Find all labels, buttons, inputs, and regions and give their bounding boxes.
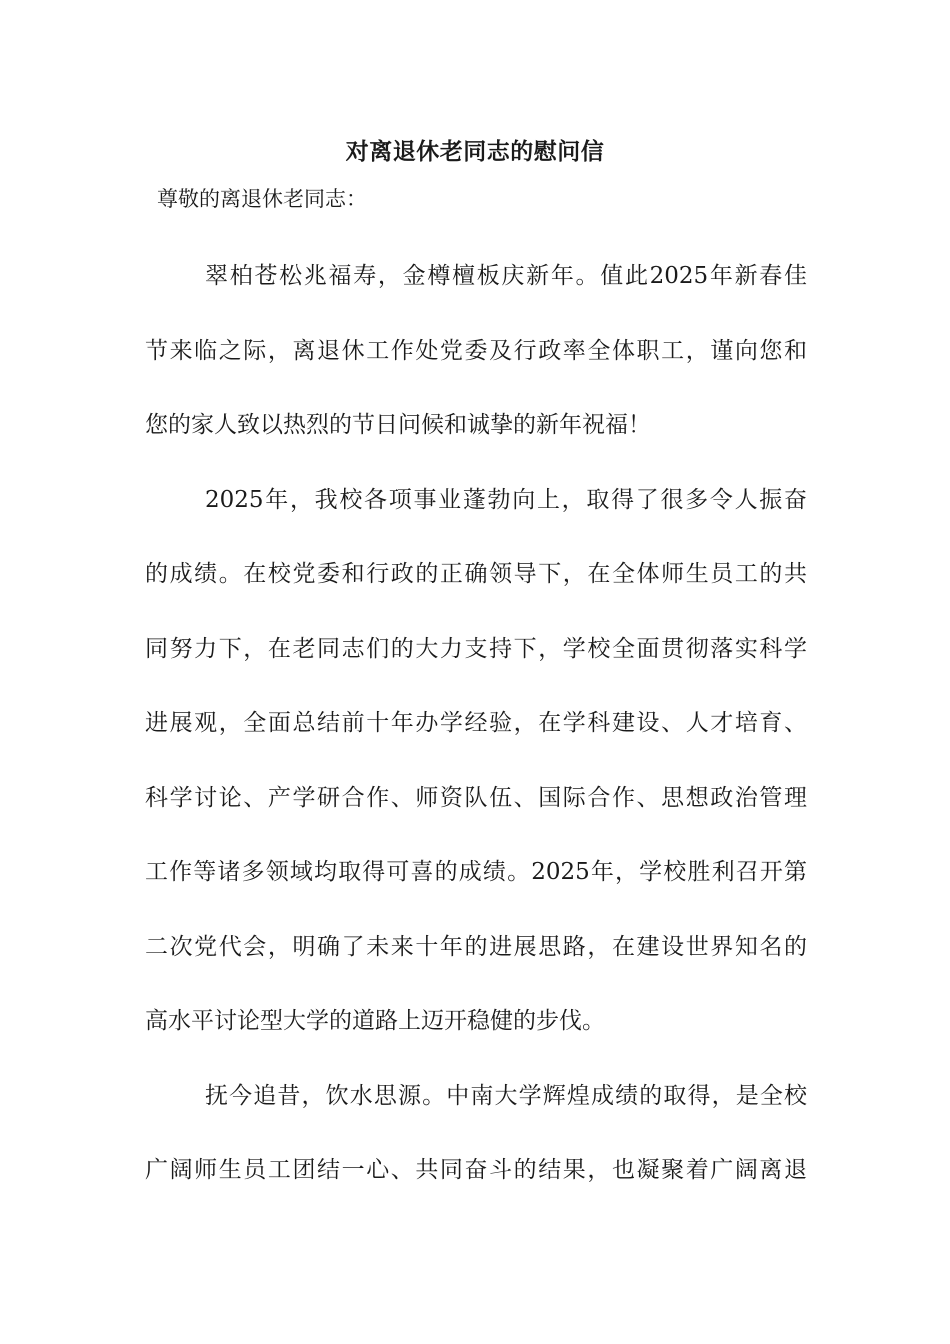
body-text-line: 节来临之际，离退休工作处党委及行政率全体职工，谨向您和 (145, 337, 807, 364)
body-text-line: 2025年，我校各项事业蓬勃向上，取得了很多令人振奋 (205, 486, 807, 513)
body-text-line: 二次党代会，明确了未来十年的进展思路，在建设世界知名的 (145, 933, 807, 960)
letter-salutation: 尊敬的离退休老同志： (157, 187, 367, 211)
body-text-line: 的成绩。在校党委和行政的正确领导下，在全体师生员工的共 (145, 561, 807, 587)
body-text-line: 您的家人致以热烈的节日问候和诚挚的新年祝福！ (145, 412, 651, 438)
body-text-line: 抚今追昔，饮水思源。中南大学辉煌成绩的取得，是全校 (205, 1082, 807, 1109)
body-text-line: 同努力下，在老同志们的大力支持下，学校全面贯彻落实科学 (145, 635, 807, 662)
body-text-line: 高水平讨论型大学的道路上迈开稳健的步伐。 (145, 1008, 605, 1034)
body-text-line: 科学讨论、产学研合作、师资队伍、国际合作、思想政治管理 (145, 784, 807, 811)
letter-title: 对离退休老同志的慰问信 (345, 138, 605, 165)
body-text-line: 广阔师生员工团结一心、共同奋斗的结果，也凝聚着广阔离退 (145, 1157, 807, 1183)
body-text-line: 进展观，全面总结前十年办学经验，在学科建设、人才培育、 (145, 710, 807, 736)
letter-body (145, 251, 807, 1220)
body-text-line: 工作等诸多领域均取得可喜的成绩。2025年，学校胜利召开第 (145, 859, 807, 885)
body-text-line: 翠柏苍松兆福寿，金樽檀板庆新年。值此2025年新春佳 (205, 263, 807, 289)
